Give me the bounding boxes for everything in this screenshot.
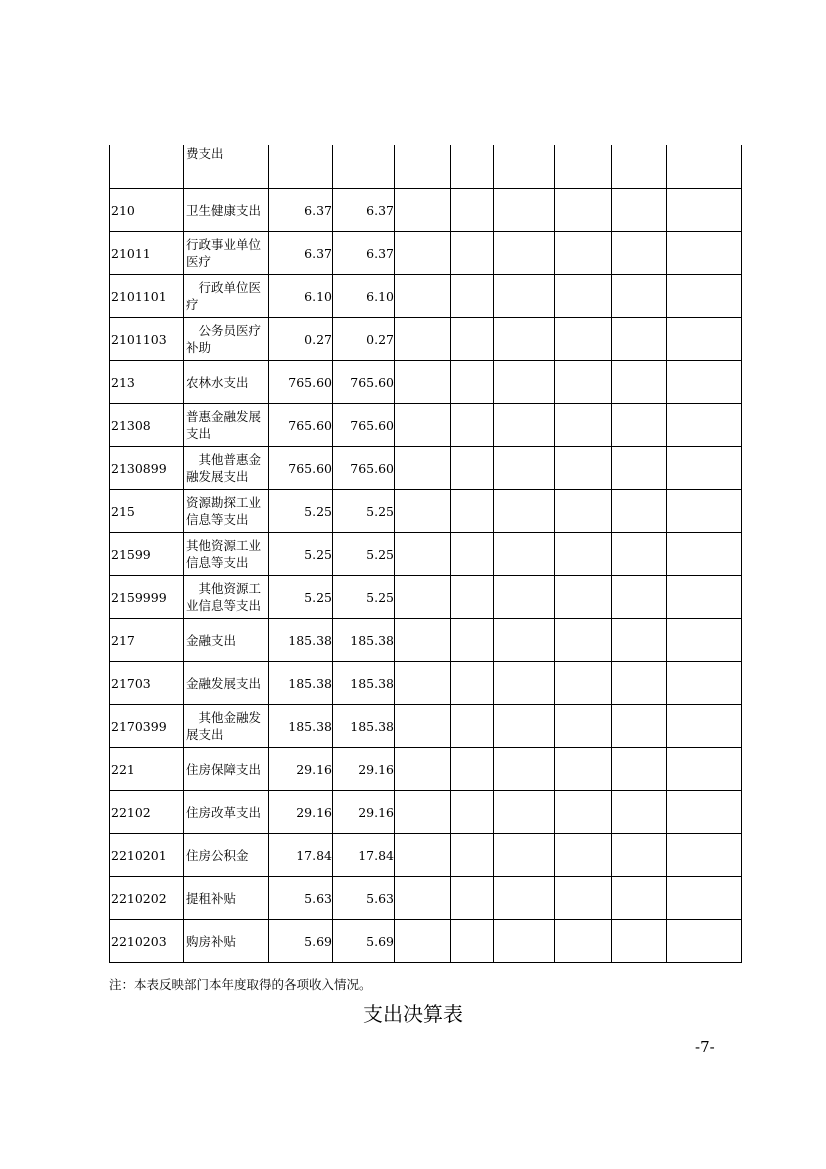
cell-code: 215: [110, 490, 184, 533]
cell-code: 2159999: [110, 576, 184, 619]
cell-empty: [667, 662, 742, 705]
cell-empty: [494, 920, 555, 963]
cell-empty: [667, 576, 742, 619]
cell-empty: [667, 490, 742, 533]
cell-code: 21599: [110, 533, 184, 576]
cell-basic: 185.38: [333, 705, 395, 748]
cell-empty: [395, 232, 451, 275]
cell-name: 卫生健康支出: [184, 189, 269, 232]
cell-basic: 6.37: [333, 232, 395, 275]
cell-empty: [667, 533, 742, 576]
cell-empty: [612, 189, 667, 232]
cell-total: 6.37: [269, 189, 333, 232]
cell-empty: [451, 447, 494, 490]
cell-name: 行政事业单位医疗: [184, 232, 269, 275]
cell-name: 其他金融发展支出: [184, 705, 269, 748]
cell-empty: [612, 447, 667, 490]
cell-empty: [451, 877, 494, 920]
cell-code: 213: [110, 361, 184, 404]
cell-empty: [667, 748, 742, 791]
cell-empty: [451, 361, 494, 404]
cell-code: 2210202: [110, 877, 184, 920]
cell-name: 其他资源工业信息等支出: [184, 576, 269, 619]
cell-empty: [612, 232, 667, 275]
cell-code: 221: [110, 748, 184, 791]
cell-empty: [667, 361, 742, 404]
cell-empty: [667, 275, 742, 318]
cell-empty: [667, 877, 742, 920]
cell-total: 29.16: [269, 748, 333, 791]
cell-empty: [494, 361, 555, 404]
cell-empty: [555, 318, 612, 361]
cell-name: 农林水支出: [184, 361, 269, 404]
cell-empty: [612, 275, 667, 318]
cell-empty: [494, 318, 555, 361]
cell-empty: [555, 877, 612, 920]
cell-name: 金融支出: [184, 619, 269, 662]
cell-code: 2130899: [110, 447, 184, 490]
cell-name: 资源勘探工业信息等支出: [184, 490, 269, 533]
cell-code: 2210201: [110, 834, 184, 877]
table-row: [110, 920, 742, 963]
cell-total: 17.84: [269, 834, 333, 877]
cell-name: 住房公积金: [184, 834, 269, 877]
table-row: [110, 404, 742, 447]
cell-total: 5.63: [269, 877, 333, 920]
cell-total: 0.27: [269, 318, 333, 361]
cell-empty: [395, 576, 451, 619]
cell-empty: [451, 318, 494, 361]
cell-empty: [494, 791, 555, 834]
cell-empty: [395, 318, 451, 361]
cell-basic: 29.16: [333, 748, 395, 791]
table-row: [110, 748, 742, 791]
cell-total: 5.69: [269, 920, 333, 963]
cell-total: 765.60: [269, 361, 333, 404]
table-row: [110, 533, 742, 576]
cell-total: 765.60: [269, 447, 333, 490]
cell-total: 29.16: [269, 791, 333, 834]
cell-empty: [612, 361, 667, 404]
cell-empty: [451, 189, 494, 232]
cell-empty: [494, 404, 555, 447]
cell-empty: [395, 361, 451, 404]
cell-code: 210: [110, 189, 184, 232]
cell-basic: 185.38: [333, 619, 395, 662]
cell-empty: [667, 318, 742, 361]
cell-empty: [555, 662, 612, 705]
cell-empty: [451, 619, 494, 662]
cell-empty: [667, 920, 742, 963]
cell-name: 购房补贴: [184, 920, 269, 963]
cell-total: 5.25: [269, 576, 333, 619]
table-row: [110, 877, 742, 920]
cell-empty: [555, 576, 612, 619]
cell-empty: [494, 533, 555, 576]
income-table: [109, 145, 741, 963]
cell-empty: [451, 490, 494, 533]
cell-name: 普惠金融发展支出: [184, 404, 269, 447]
cell-basic: 5.25: [333, 576, 395, 619]
cell-basic: 29.16: [333, 791, 395, 834]
cell-empty: [667, 404, 742, 447]
cell-empty: [667, 145, 742, 189]
cell-empty: [612, 490, 667, 533]
cell-empty: [395, 791, 451, 834]
cell-total: 5.25: [269, 490, 333, 533]
cell-empty: [555, 145, 612, 189]
cell-code: 2170399: [110, 705, 184, 748]
cell-code: [110, 145, 184, 189]
section-title: 支出决算表: [363, 1002, 463, 1026]
cell-empty: [667, 834, 742, 877]
cell-code: 21011: [110, 232, 184, 275]
cell-empty: [494, 576, 555, 619]
cell-basic: 5.25: [333, 533, 395, 576]
cell-empty: [494, 275, 555, 318]
cell-code: 217: [110, 619, 184, 662]
cell-empty: [555, 189, 612, 232]
cell-empty: [395, 662, 451, 705]
cell-empty: [395, 275, 451, 318]
cell-empty: [451, 145, 494, 189]
cell-empty: [395, 920, 451, 963]
cell-empty: [494, 662, 555, 705]
cell-name: 行政单位医疗: [184, 275, 269, 318]
cell-empty: [494, 145, 555, 189]
cell-empty: [451, 920, 494, 963]
cell-name: 其他资源工业信息等支出: [184, 533, 269, 576]
cell-empty: [612, 705, 667, 748]
cell-empty: [451, 705, 494, 748]
cell-code: 2101103: [110, 318, 184, 361]
cell-empty: [555, 920, 612, 963]
cell-basic: 5.25: [333, 490, 395, 533]
cell-name: 费支出: [184, 145, 269, 189]
cell-empty: [555, 361, 612, 404]
table-row: [110, 619, 742, 662]
cell-empty: [494, 748, 555, 791]
cell-empty: [555, 404, 612, 447]
table-row: [110, 705, 742, 748]
cell-code: 22102: [110, 791, 184, 834]
cell-empty: [667, 619, 742, 662]
cell-basic: [333, 145, 395, 189]
cell-empty: [555, 232, 612, 275]
cell-empty: [395, 447, 451, 490]
cell-total: 5.25: [269, 533, 333, 576]
table-row: [110, 189, 742, 232]
cell-empty: [451, 662, 494, 705]
table-row: [110, 145, 742, 189]
cell-empty: [667, 705, 742, 748]
cell-empty: [451, 533, 494, 576]
cell-empty: [395, 748, 451, 791]
page-number: -7-: [695, 1038, 715, 1056]
cell-empty: [451, 275, 494, 318]
cell-total: 185.38: [269, 619, 333, 662]
cell-empty: [612, 920, 667, 963]
table-row: [110, 662, 742, 705]
cell-basic: 0.27: [333, 318, 395, 361]
table-row: [110, 447, 742, 490]
cell-total: 765.60: [269, 404, 333, 447]
cell-name: 金融发展支出: [184, 662, 269, 705]
cell-total: 185.38: [269, 705, 333, 748]
cell-basic: 5.63: [333, 877, 395, 920]
cell-basic: 765.60: [333, 404, 395, 447]
table-row: [110, 232, 742, 275]
table-row: [110, 576, 742, 619]
cell-empty: [612, 791, 667, 834]
cell-code: 21308: [110, 404, 184, 447]
cell-empty: [395, 533, 451, 576]
cell-empty: [555, 619, 612, 662]
cell-empty: [451, 834, 494, 877]
cell-empty: [395, 404, 451, 447]
cell-empty: [612, 748, 667, 791]
table-note: 注：本表反映部门本年度取得的各项收入情况。: [109, 977, 372, 992]
cell-empty: [451, 404, 494, 447]
cell-total: 6.37: [269, 232, 333, 275]
cell-empty: [612, 145, 667, 189]
cell-name: 住房保障支出: [184, 748, 269, 791]
cell-empty: [612, 318, 667, 361]
cell-empty: [494, 490, 555, 533]
cell-empty: [555, 490, 612, 533]
cell-empty: [494, 189, 555, 232]
cell-empty: [555, 275, 612, 318]
cell-name: 住房改革支出: [184, 791, 269, 834]
cell-basic: 765.60: [333, 447, 395, 490]
cell-empty: [451, 232, 494, 275]
cell-empty: [451, 576, 494, 619]
cell-empty: [395, 490, 451, 533]
cell-empty: [494, 232, 555, 275]
cell-name: 公务员医疗补助: [184, 318, 269, 361]
cell-empty: [494, 705, 555, 748]
cell-basic: 5.69: [333, 920, 395, 963]
table-row: [110, 490, 742, 533]
cell-empty: [667, 447, 742, 490]
cell-empty: [494, 877, 555, 920]
cell-basic: 6.10: [333, 275, 395, 318]
cell-empty: [395, 834, 451, 877]
cell-code: 21703: [110, 662, 184, 705]
cell-empty: [612, 619, 667, 662]
cell-empty: [612, 576, 667, 619]
cell-empty: [395, 145, 451, 189]
cell-empty: [555, 533, 612, 576]
cell-empty: [395, 619, 451, 662]
cell-empty: [612, 404, 667, 447]
cell-total: 6.10: [269, 275, 333, 318]
cell-name: 其他普惠金融发展支出: [184, 447, 269, 490]
cell-empty: [451, 748, 494, 791]
cell-empty: [555, 447, 612, 490]
cell-empty: [451, 791, 494, 834]
table-row: [110, 791, 742, 834]
table-row: [110, 834, 742, 877]
cell-empty: [667, 189, 742, 232]
cell-code: 2210203: [110, 920, 184, 963]
table-row: [110, 318, 742, 361]
cell-empty: [612, 533, 667, 576]
cell-total: [269, 145, 333, 189]
cell-empty: [667, 232, 742, 275]
cell-empty: [612, 662, 667, 705]
cell-empty: [395, 705, 451, 748]
cell-code: 2101101: [110, 275, 184, 318]
cell-empty: [555, 791, 612, 834]
cell-empty: [612, 834, 667, 877]
cell-empty: [555, 748, 612, 791]
cell-empty: [494, 619, 555, 662]
table-body: [110, 145, 742, 963]
cell-basic: 6.37: [333, 189, 395, 232]
cell-name: 提租补贴: [184, 877, 269, 920]
cell-basic: 185.38: [333, 662, 395, 705]
cell-empty: [395, 877, 451, 920]
cell-total: 185.38: [269, 662, 333, 705]
cell-empty: [494, 834, 555, 877]
cell-basic: 17.84: [333, 834, 395, 877]
cell-empty: [494, 447, 555, 490]
cell-empty: [612, 877, 667, 920]
table-row: [110, 361, 742, 404]
cell-empty: [667, 791, 742, 834]
cell-empty: [555, 705, 612, 748]
cell-empty: [395, 189, 451, 232]
table-row: [110, 275, 742, 318]
cell-empty: [555, 834, 612, 877]
cell-basic: 765.60: [333, 361, 395, 404]
